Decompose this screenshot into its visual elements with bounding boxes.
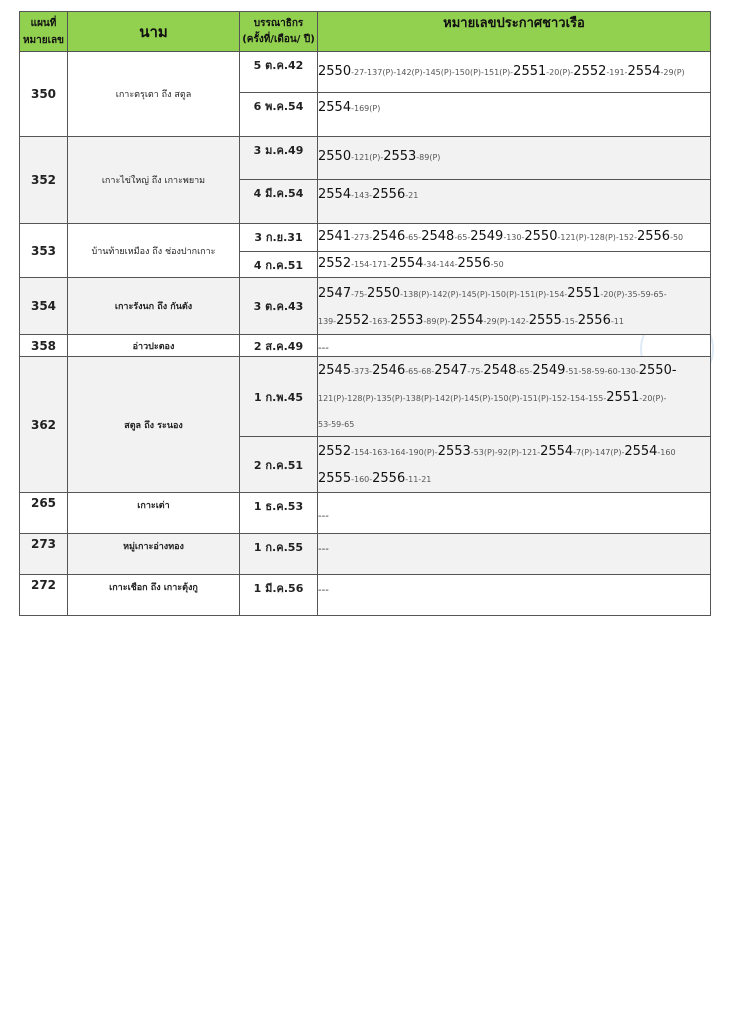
chart-number: 350: [20, 52, 68, 137]
notice-line: 2547-75-2550-138(P)-142(P)-145(P)-150(P)-151(P)-154-2551-20(P)-35-59-65-: [318, 286, 667, 301]
chart-name: อ่าวปะตอง: [68, 335, 240, 357]
table-row: [20, 357, 711, 437]
chart-corrections-table: [19, 11, 711, 616]
edition-date: 1 ก.พ.45: [240, 357, 318, 437]
chart-number: 353: [20, 224, 68, 278]
table-row: [20, 137, 711, 180]
notice-numbers: [318, 137, 711, 180]
edition-date: 3 ม.ค.49: [240, 137, 318, 180]
chart-name: บ้านท้ายเหมือง ถึง ช่องปากเกาะ: [68, 224, 240, 278]
notice-line: 2541-273-2546-65-2548-65-2549-130-2550-121(P)-128(P)-152-2556-50: [318, 229, 684, 244]
chart-name: เกาะตรุเตา ถึง สตูล: [68, 52, 240, 137]
edition-date: 1 ก.ค.55: [240, 534, 318, 575]
chart-number: 265: [20, 493, 68, 534]
chart-name: หมู่เกาะอ่างทอง: [68, 534, 240, 575]
chart-number: 354: [20, 278, 68, 335]
notice-numbers: [318, 93, 711, 137]
notice-line: 2554-143-2556-21: [318, 187, 419, 202]
chart-name: เกาะเต่า: [68, 493, 240, 534]
notice-numbers: ---: [318, 534, 711, 575]
header-chart-number: แผนที่ หมายเลข: [20, 12, 68, 52]
notice-line: 121(P)-128(P)-135(P)-138(P)-142(P)-145(P)-150(P)-151(P)-152-154-155-2551-20(P)-: [318, 390, 667, 405]
notice-numbers: ---: [318, 335, 711, 357]
edition-date: 2 ก.ค.51: [240, 437, 318, 493]
edition-date: 3 ก.ย.31: [240, 224, 318, 252]
chart-name: เกาะไข่ใหญ่ ถึง เกาะพยาม: [68, 137, 240, 224]
edition-date: 1 มี.ค.56: [240, 575, 318, 616]
edition-date: 2 ส.ค.49: [240, 335, 318, 357]
chart-name: สตูล ถึง ระนอง: [68, 357, 240, 493]
notice-numbers: ---: [318, 493, 711, 534]
chart-name: เกาะเชือก ถึง เกาะตุ้งกู: [68, 575, 240, 616]
notice-line: 2545-373-2546-65-68-2547-75-2548-65-2549-51-58-59-60-130-2550-: [318, 363, 677, 378]
notice-numbers: ---: [318, 575, 711, 616]
chart-number: 358: [20, 335, 68, 357]
notice-numbers: [318, 252, 711, 278]
chart-number: 273: [20, 534, 68, 575]
notice-line: 2552-154-163-164-190(P)-2553-53(P)-92(P)-121-2554-7(P)-147(P)-2554-160: [318, 444, 676, 459]
chart-name: เกาะรังนก ถึง กันตัง: [68, 278, 240, 335]
table-row: [20, 534, 711, 575]
edition-date: 3 ต.ค.43: [240, 278, 318, 335]
edition-date: 5 ต.ค.42: [240, 52, 318, 93]
notice-numbers: [318, 357, 711, 437]
notice-line: 2550-121(P)-2553-89(P): [318, 149, 441, 164]
chart-number: 362: [20, 357, 68, 493]
notice-numbers: [318, 278, 711, 335]
edition-date: 4 ก.ค.51: [240, 252, 318, 278]
notice-numbers: [318, 52, 711, 93]
table-header-row: [20, 12, 711, 52]
edition-date: 1 ธ.ค.53: [240, 493, 318, 534]
table-row: [20, 575, 711, 616]
table-row: [20, 224, 711, 252]
notice-line: 139-2552-163-2553-89(P)-2554-29(P)-142-2555-15-2556-11: [318, 313, 624, 328]
table-row: [20, 278, 711, 335]
notice-line: 53-59-65: [318, 420, 355, 429]
table-row: [20, 335, 711, 357]
header-edition: บรรณาธิกร (ครั้งที่/เดือน/ ปี): [240, 12, 318, 52]
chart-number: 352: [20, 137, 68, 224]
notice-numbers: [318, 437, 711, 493]
table-row: [20, 52, 711, 93]
notice-numbers: [318, 224, 711, 252]
header-notice-numbers: หมายเลขประกาศชาวเรือ: [318, 12, 711, 52]
header-name: นาม: [68, 12, 240, 52]
notice-line: 2555-160-2556-11-21: [318, 471, 432, 486]
notice-line: 2550-27-137(P)-142(P)-145(P)-150(P)-151(P)-2551-20(P)-2552-191-2554-29(P): [318, 64, 685, 79]
edition-date: 6 พ.ค.54: [240, 93, 318, 137]
edition-date: 4 มี.ค.54: [240, 180, 318, 224]
notice-line: 2554-169(P): [318, 100, 381, 115]
notice-numbers: [318, 180, 711, 224]
notice-line: 2552-154-171-2554-34-144-2556-50: [318, 256, 504, 271]
table-row: [20, 493, 711, 534]
chart-number: 272: [20, 575, 68, 616]
